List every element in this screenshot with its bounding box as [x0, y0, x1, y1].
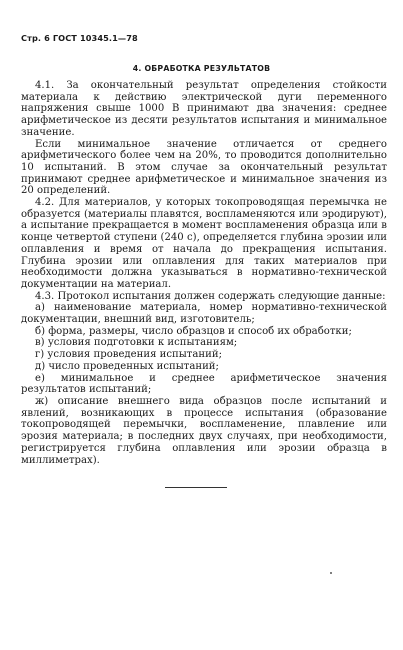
list-item-v: в) условия подготовки к испытаниям; — [35, 337, 238, 349]
list-item-zh: ж) описание внешнего вида образцов после испытаний и явлений, возникающих в процессе испытания (образование токопроводящей перемычки, воспламенение, плавление или эрозия материала; в последних двух случаях, при необходимости, регистрируется глубина оплавления или эрозии образца в миллиметрах). — [21, 395, 387, 466]
section-body — [21, 80, 387, 466]
scan-speck — [330, 572, 332, 574]
paragraph-4-3: 4.3. Протокол испытания должен содержать следующие данные: — [35, 290, 386, 302]
list-item-e: е) минимальное и среднее арифметическое значения результатов испытаний; — [21, 372, 387, 396]
paragraph-4-2: 4.2. Для материалов, у которых токопроводящая перемычка не образуется (материалы плавятся, воспламеняются или эродируют), а испытание прекращается в момент воспламенения образца или в конце четвертой ступени (240 с), определяется глубина эрозии или оплавления и время от начала до прекращения испытания. Глубина эрозии или оплавления для таких материалов при необходимости должна указываться в нормативно-технической документации на материал. — [21, 197, 387, 290]
paragraph-4-1: 4.1. За окончательный результат определения стойкости материала к действию электрической дуги переменного напряжения свыше 1000 В принимают два значения: среднее арифметическое из десяти результатов испытания и минимальное значение. — [21, 80, 387, 138]
list-item-g: г) условия проведения испытаний; — [35, 349, 222, 361]
list-item-b: б) форма, размеры, число образцов и способ их обработки; — [35, 325, 352, 337]
paragraph-4-1-note: Если минимальное значение отличается от среднего арифметического более чем на 20%, то проводится дополнительно 10 испытаний. В этом случае за окончательный результат принимают среднее арифметическое и минимальное значения из 20 определений. — [21, 138, 387, 197]
running-head: Стр. 6 ГОСТ 10345.1—78 — [21, 33, 138, 43]
end-rule — [165, 487, 227, 488]
list-item-a: а) наименование материала, номер нормативно-технической документации, внешний вид, изготовитель; — [21, 302, 387, 326]
section-title: 4. ОБРАБОТКА РЕЗУЛЬТАТОВ — [132, 64, 271, 73]
list-item-d: д) число проведенных испытаний; — [35, 360, 219, 372]
